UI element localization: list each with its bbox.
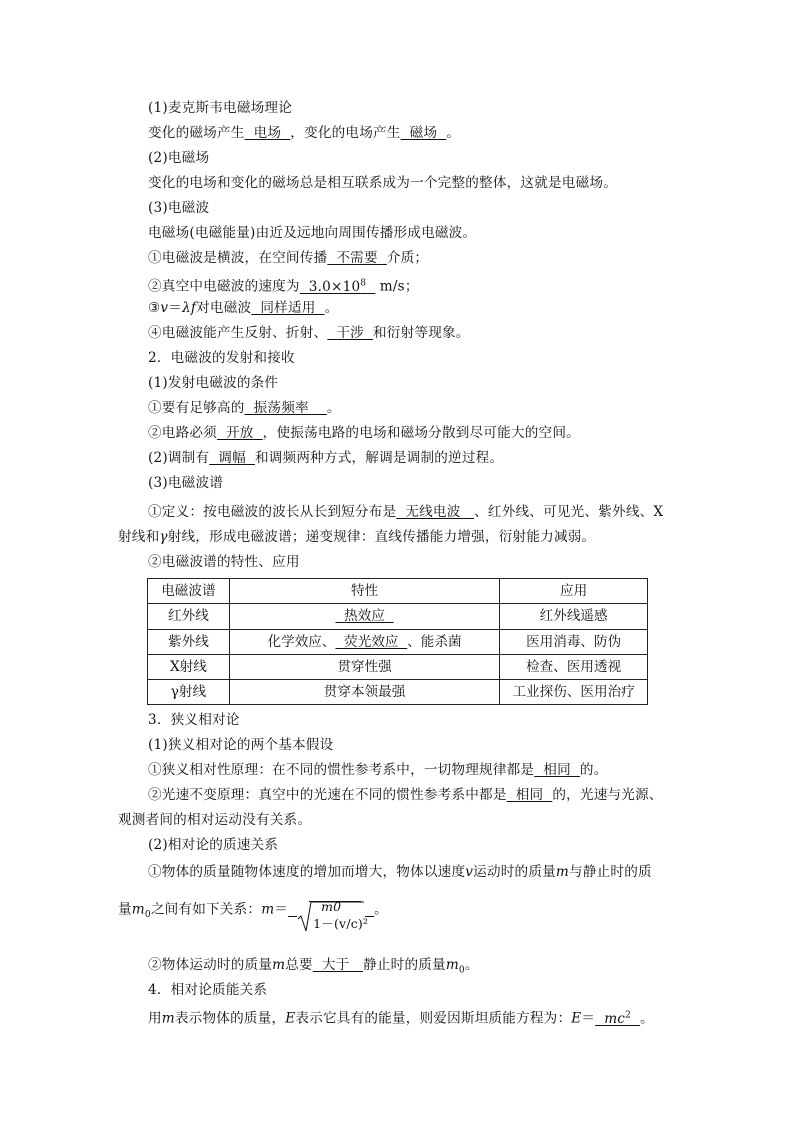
answer-frequency: 振荡频率: [253, 400, 309, 416]
table-cell: 化学效应、 荧光效应 、能杀菌: [229, 629, 499, 654]
answer-electric-field: 电场: [253, 125, 282, 141]
item-relativity-principle: ①狭义相对性原理：在不同的惯性参考系中，一切物理规律都是 相同 的。: [148, 762, 608, 778]
section-title-4: 4．相对论质能关系: [148, 982, 268, 998]
answer-greater: 大于: [321, 957, 350, 973]
heading-em-field: (2)电磁场: [148, 150, 210, 166]
answer-same-1: 相同: [543, 762, 571, 778]
table-header-row: [148, 579, 648, 604]
paragraph-em-wave: 电磁场(电磁能量)由近及远地向周围传播形成电磁波。: [148, 225, 477, 241]
answer-applies: 同样适用: [260, 300, 316, 316]
table-cell: γ射线: [148, 680, 230, 705]
table-cell: X射线: [148, 654, 230, 679]
item-modulation: (2)调制有 调幅 和调频两种方式，解调是调制的逆过程。: [148, 450, 504, 466]
heading-emission-conditions: (1)发射电磁波的条件: [148, 375, 279, 391]
answer-magnetic-field: 磁场: [409, 125, 438, 141]
table-cell: 红外线遥感: [500, 604, 648, 629]
item-wave-formula: ③v＝λf对电磁波 同样适用 。: [148, 300, 339, 316]
fraction-denominator: 1－(v/c)²: [313, 916, 369, 931]
item-spectrum-table-caption: ②电磁波谱的特性、应用: [148, 554, 300, 570]
answer-speed: $3.0\times 10^8$: [308, 278, 367, 295]
table-cell: 贯穿性强: [229, 654, 499, 679]
table-cell: 红外线: [148, 604, 230, 629]
item-mass-formula: 量$m_0$之间有如下关系：m＝ m0 1－(v/c)² 。: [118, 887, 388, 935]
table-header: 应用: [500, 579, 648, 604]
table-row: [148, 654, 648, 679]
answer-fluorescence: 荧光效应: [344, 633, 399, 650]
mass-formula-fraction: [297, 887, 369, 933]
item-spectrum-definition-cont: 射线和γ射线，形成电磁波谱；递变规律：直线传播能力增强，衍射能力减弱。: [118, 529, 596, 545]
answer-thermal: 热效应: [344, 608, 385, 625]
item-spectrum-definition: ①定义：按电磁波的波长从长到短分布是 无线电波 、红外线、可见光、紫外线、X: [148, 504, 664, 520]
spectrum-table: [147, 578, 648, 705]
section-title-2: 2．电磁波的发射和接收: [148, 350, 295, 366]
answer-interference: 干涉: [336, 325, 364, 341]
section-title-3: 3．狭义相对论: [148, 712, 240, 728]
heading-postulates: (1)狭义相对论的两个基本假设: [148, 737, 334, 753]
answer-no-medium: 不需要: [336, 250, 378, 266]
heading-mass-velocity: (2)相对论的质速关系: [148, 837, 279, 853]
table-cell: 工业探伤、医用治疗: [500, 680, 648, 705]
item-mass-energy: 用m表示物体的质量，E表示它具有的能量，则爱因斯坦质能方程为：$E= mc^2$ 。: [148, 1010, 654, 1027]
paragraph-maxwell: 变化的磁场产生 电场 ，变化的电场产生 磁场 。: [148, 125, 461, 141]
heading-em-wave: (3)电磁波: [148, 200, 210, 216]
answer-mass-formula: [288, 899, 374, 931]
answer-am: 调幅: [218, 450, 246, 466]
answer-radio-wave: 无线电波: [405, 504, 461, 520]
table-header: 特性: [229, 579, 499, 604]
table-cell: [229, 604, 499, 629]
heading-maxwell-theory: (1)麦克斯韦电磁场理论: [148, 100, 292, 116]
item-mass-velocity: ①物体的质量随物体速度的增加而增大，物体以速度v运动时的质量m与静止时的质: [148, 864, 652, 880]
item-light-speed-cont: 观测者间的相对运动没有关系。: [118, 812, 312, 828]
item-mass-greater: ②物体运动时的质量m总要 大于 静止时的质量$m_0$。: [148, 957, 479, 976]
table-cell: 检查、医用透视: [500, 654, 648, 679]
table-row: [148, 680, 648, 705]
item-open-circuit: ②电路必须 开放 ，使振荡电路的电场和磁场分散到尽可能大的空间。: [148, 425, 580, 441]
table-row: [148, 629, 648, 654]
answer-mc2: $mc^2$: [604, 1010, 632, 1027]
table-cell: 紫外线: [148, 629, 230, 654]
answer-same-2: 相同: [515, 787, 544, 803]
heading-spectrum: (3)电磁波谱: [148, 475, 224, 491]
item-wave-phenomena: ④电磁波能产生反射、折射、 干涉 和衍射等现象。: [148, 325, 470, 341]
item-frequency: ①要有足够高的 振荡频率 。: [148, 400, 341, 416]
table-header: 电磁波谱: [148, 579, 230, 604]
paragraph-em-field: 变化的电场和变化的磁场总是相互联系成为一个完整的整体，这就是电磁场。: [148, 175, 617, 191]
item-transverse-wave: ①电磁波是横波，在空间传播 不需要 介质；: [148, 250, 429, 266]
table-cell: 医用消毒、防伪: [500, 629, 648, 654]
table-cell: 贯穿本领最强: [229, 680, 499, 705]
fraction-numerator: m0: [321, 899, 342, 914]
answer-open: 开放: [226, 425, 254, 441]
item-wave-speed: ②真空中电磁波的速度为 $3.0\times 10^8$ m/s；: [148, 278, 419, 295]
table-row: [148, 604, 648, 629]
item-light-speed: ②光速不变原理：真空中的光速在不同的惯性参考系中都是 相同 的，光速与光源、: [148, 787, 663, 803]
